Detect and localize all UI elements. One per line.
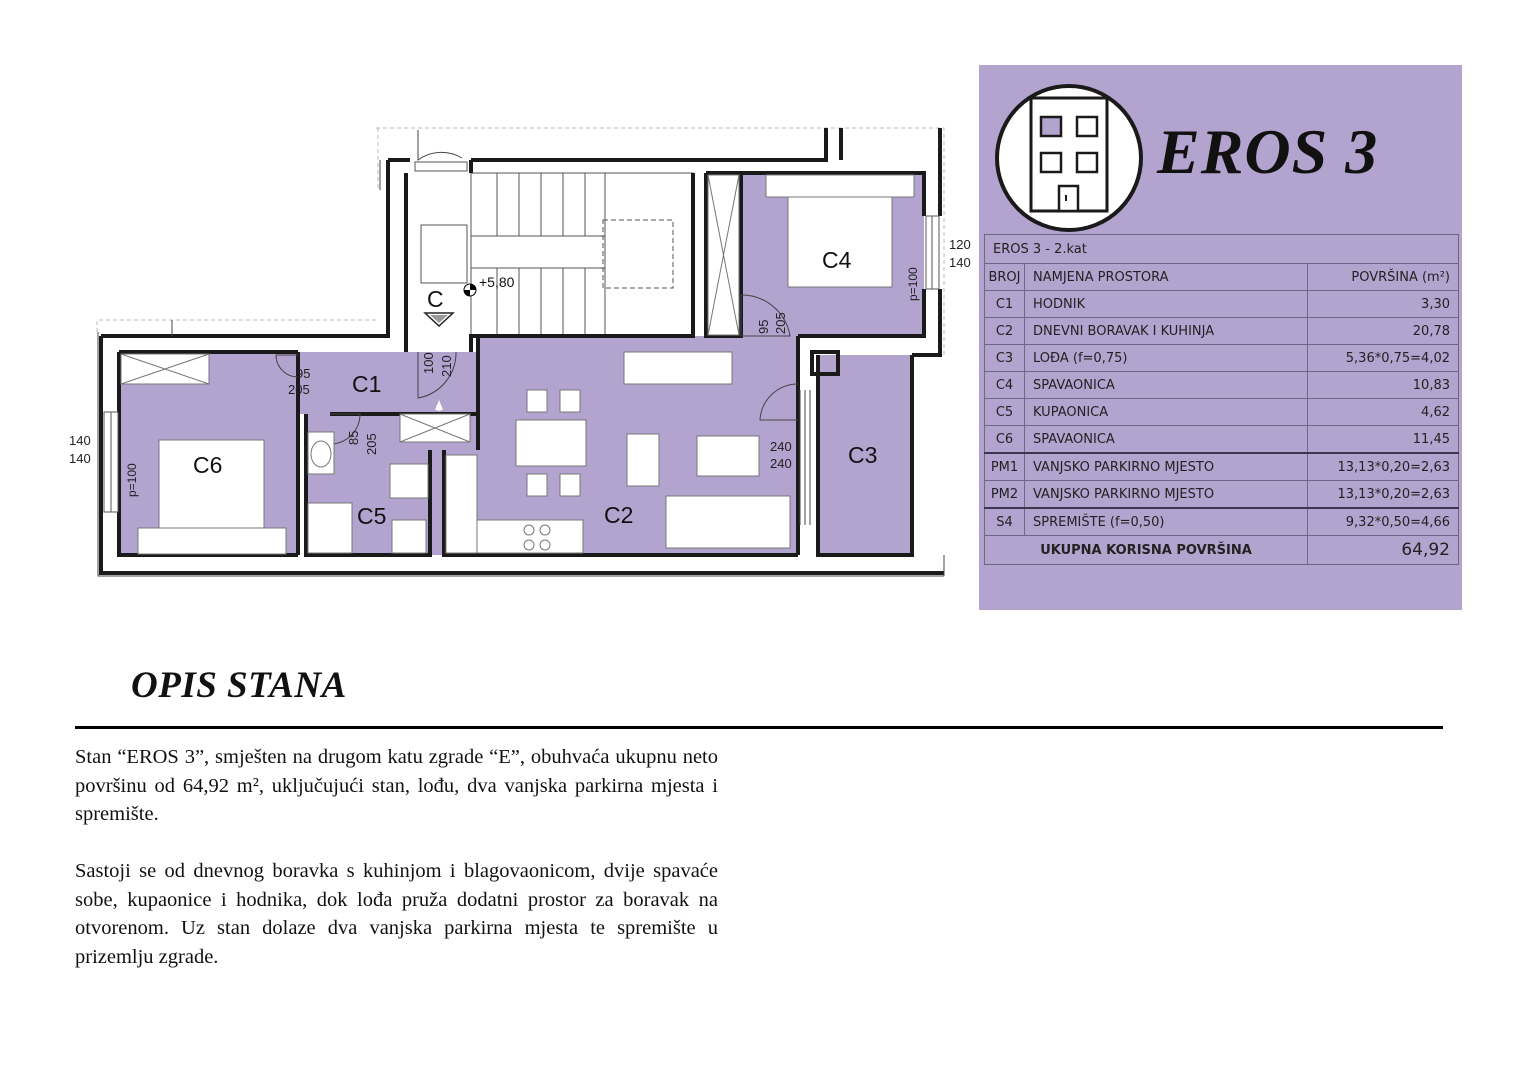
row-area: 4,62 bbox=[1308, 399, 1459, 426]
info-panel bbox=[979, 65, 1462, 610]
row-purpose: SPAVAONICA bbox=[1025, 372, 1308, 399]
row-purpose: SPREMIŠTE (f=0,50) bbox=[1025, 508, 1308, 536]
description-paragraph: Sastoji se od dnevnog boravka s kuhinjom i blagovaonicom, dvije spavaće sobe, kupaonice i hodnika, dok lođa pruža dodatni prostor za boravak na otvorenom. Uz stan dolaze dva vanjska parkirna mjesta te spremište u prizemlju zgrade. bbox=[75, 860, 718, 969]
total-value: 64,92 bbox=[1308, 536, 1459, 565]
table-caption-row bbox=[985, 235, 1459, 264]
dim-c6-door-width: 95 bbox=[296, 366, 311, 381]
row-code: C1 bbox=[985, 291, 1025, 318]
dim-c5-door-width: 85 bbox=[346, 430, 361, 445]
table-row bbox=[985, 318, 1459, 345]
table-row bbox=[985, 291, 1459, 318]
table-row bbox=[985, 372, 1459, 399]
row-purpose: SPAVAONICA bbox=[1025, 426, 1308, 454]
header-area: POVRŠINA (m²) bbox=[1308, 264, 1459, 291]
dim-c6-door-height: 205 bbox=[288, 382, 310, 397]
level-mark: +5,80 bbox=[479, 274, 515, 290]
dim-entry-door-width: 100 bbox=[421, 352, 436, 374]
dim-right-window-width: 120 bbox=[949, 237, 971, 252]
room-label-c4: C4 bbox=[822, 247, 852, 273]
divider bbox=[75, 726, 1443, 729]
row-code: C4 bbox=[985, 372, 1025, 399]
room-label-c1: C1 bbox=[352, 371, 382, 397]
row-purpose: HODNIK bbox=[1025, 291, 1308, 318]
row-area: 11,45 bbox=[1308, 426, 1459, 454]
row-code: C2 bbox=[985, 318, 1025, 345]
row-area: 3,30 bbox=[1308, 291, 1459, 318]
section-title: OPIS STANA bbox=[131, 665, 347, 706]
table-total-row bbox=[985, 536, 1459, 565]
row-code: PM1 bbox=[985, 453, 1025, 481]
dim-left-window-height: 140 bbox=[69, 451, 91, 466]
table-row bbox=[985, 399, 1459, 426]
dim-c4-door-width: 95 bbox=[756, 319, 771, 334]
dim-c6-window: p=100 bbox=[125, 463, 139, 497]
room-label-c6: C6 bbox=[193, 452, 223, 478]
total-label: UKUPNA KORISNA POVRŠINA bbox=[985, 536, 1308, 565]
dim-c4-door-height: 205 bbox=[773, 312, 788, 334]
dim-c5-door-height: 205 bbox=[364, 433, 379, 455]
row-purpose: VANJSKO PARKIRNO MJESTO bbox=[1025, 453, 1308, 481]
row-area: 5,36*0,75=4,02 bbox=[1308, 345, 1459, 372]
room-label-c2: C2 bbox=[604, 502, 634, 528]
row-area: 9,32*0,50=4,66 bbox=[1308, 508, 1459, 536]
header-purpose: NAMJENA PROSTORA bbox=[1025, 264, 1308, 291]
row-purpose: DNEVNI BORAVAK I KUHINJA bbox=[1025, 318, 1308, 345]
row-code: C6 bbox=[985, 426, 1025, 454]
table-header-row bbox=[985, 264, 1459, 291]
row-purpose: VANJSKO PARKIRNO MJESTO bbox=[1025, 481, 1308, 509]
table-row bbox=[985, 345, 1459, 372]
row-area: 10,83 bbox=[1308, 372, 1459, 399]
row-code: PM2 bbox=[985, 481, 1025, 509]
dim-loggia-door-width: 240 bbox=[770, 439, 792, 454]
table-caption: EROS 3 - 2.kat bbox=[985, 235, 1459, 264]
dim-entry-door-height: 210 bbox=[439, 355, 454, 377]
dim-c4-window: p=100 bbox=[906, 267, 920, 301]
staircase bbox=[421, 173, 693, 336]
row-area: 13,13*0,20=2,63 bbox=[1308, 481, 1459, 509]
row-area: 13,13*0,20=2,63 bbox=[1308, 453, 1459, 481]
dim-right-window-height: 140 bbox=[949, 255, 971, 270]
row-purpose: LOĐA (f=0,75) bbox=[1025, 345, 1308, 372]
row-purpose: KUPAONICA bbox=[1025, 399, 1308, 426]
row-code: S4 bbox=[985, 508, 1025, 536]
table-row bbox=[985, 426, 1459, 454]
room-label-c3: C3 bbox=[848, 442, 878, 468]
dim-loggia-door-height: 240 bbox=[770, 456, 792, 471]
header-number: BROJ bbox=[985, 264, 1025, 291]
table-row bbox=[985, 481, 1459, 509]
dim-left-window-width: 140 bbox=[69, 433, 91, 448]
table-row bbox=[985, 453, 1459, 481]
room-label-c5: C5 bbox=[357, 503, 387, 529]
table-row bbox=[985, 508, 1459, 536]
row-area: 20,78 bbox=[1308, 318, 1459, 345]
apartment-title: EROS 3 bbox=[1157, 116, 1379, 187]
description-paragraph: Stan “EROS 3”, smješten na drugom katu zgrade “E”, obuhvaća ukupnu neto površinu od 64,92 m², uključujući stan, lođu, dva vanjska parkirna mjesta i spremište. bbox=[75, 746, 718, 826]
row-code: C3 bbox=[985, 345, 1025, 372]
area-table bbox=[984, 234, 1459, 565]
room-label-c: C bbox=[427, 286, 444, 312]
floor-plan bbox=[0, 0, 971, 600]
building-logo-icon bbox=[994, 83, 1144, 233]
row-code: C5 bbox=[985, 399, 1025, 426]
